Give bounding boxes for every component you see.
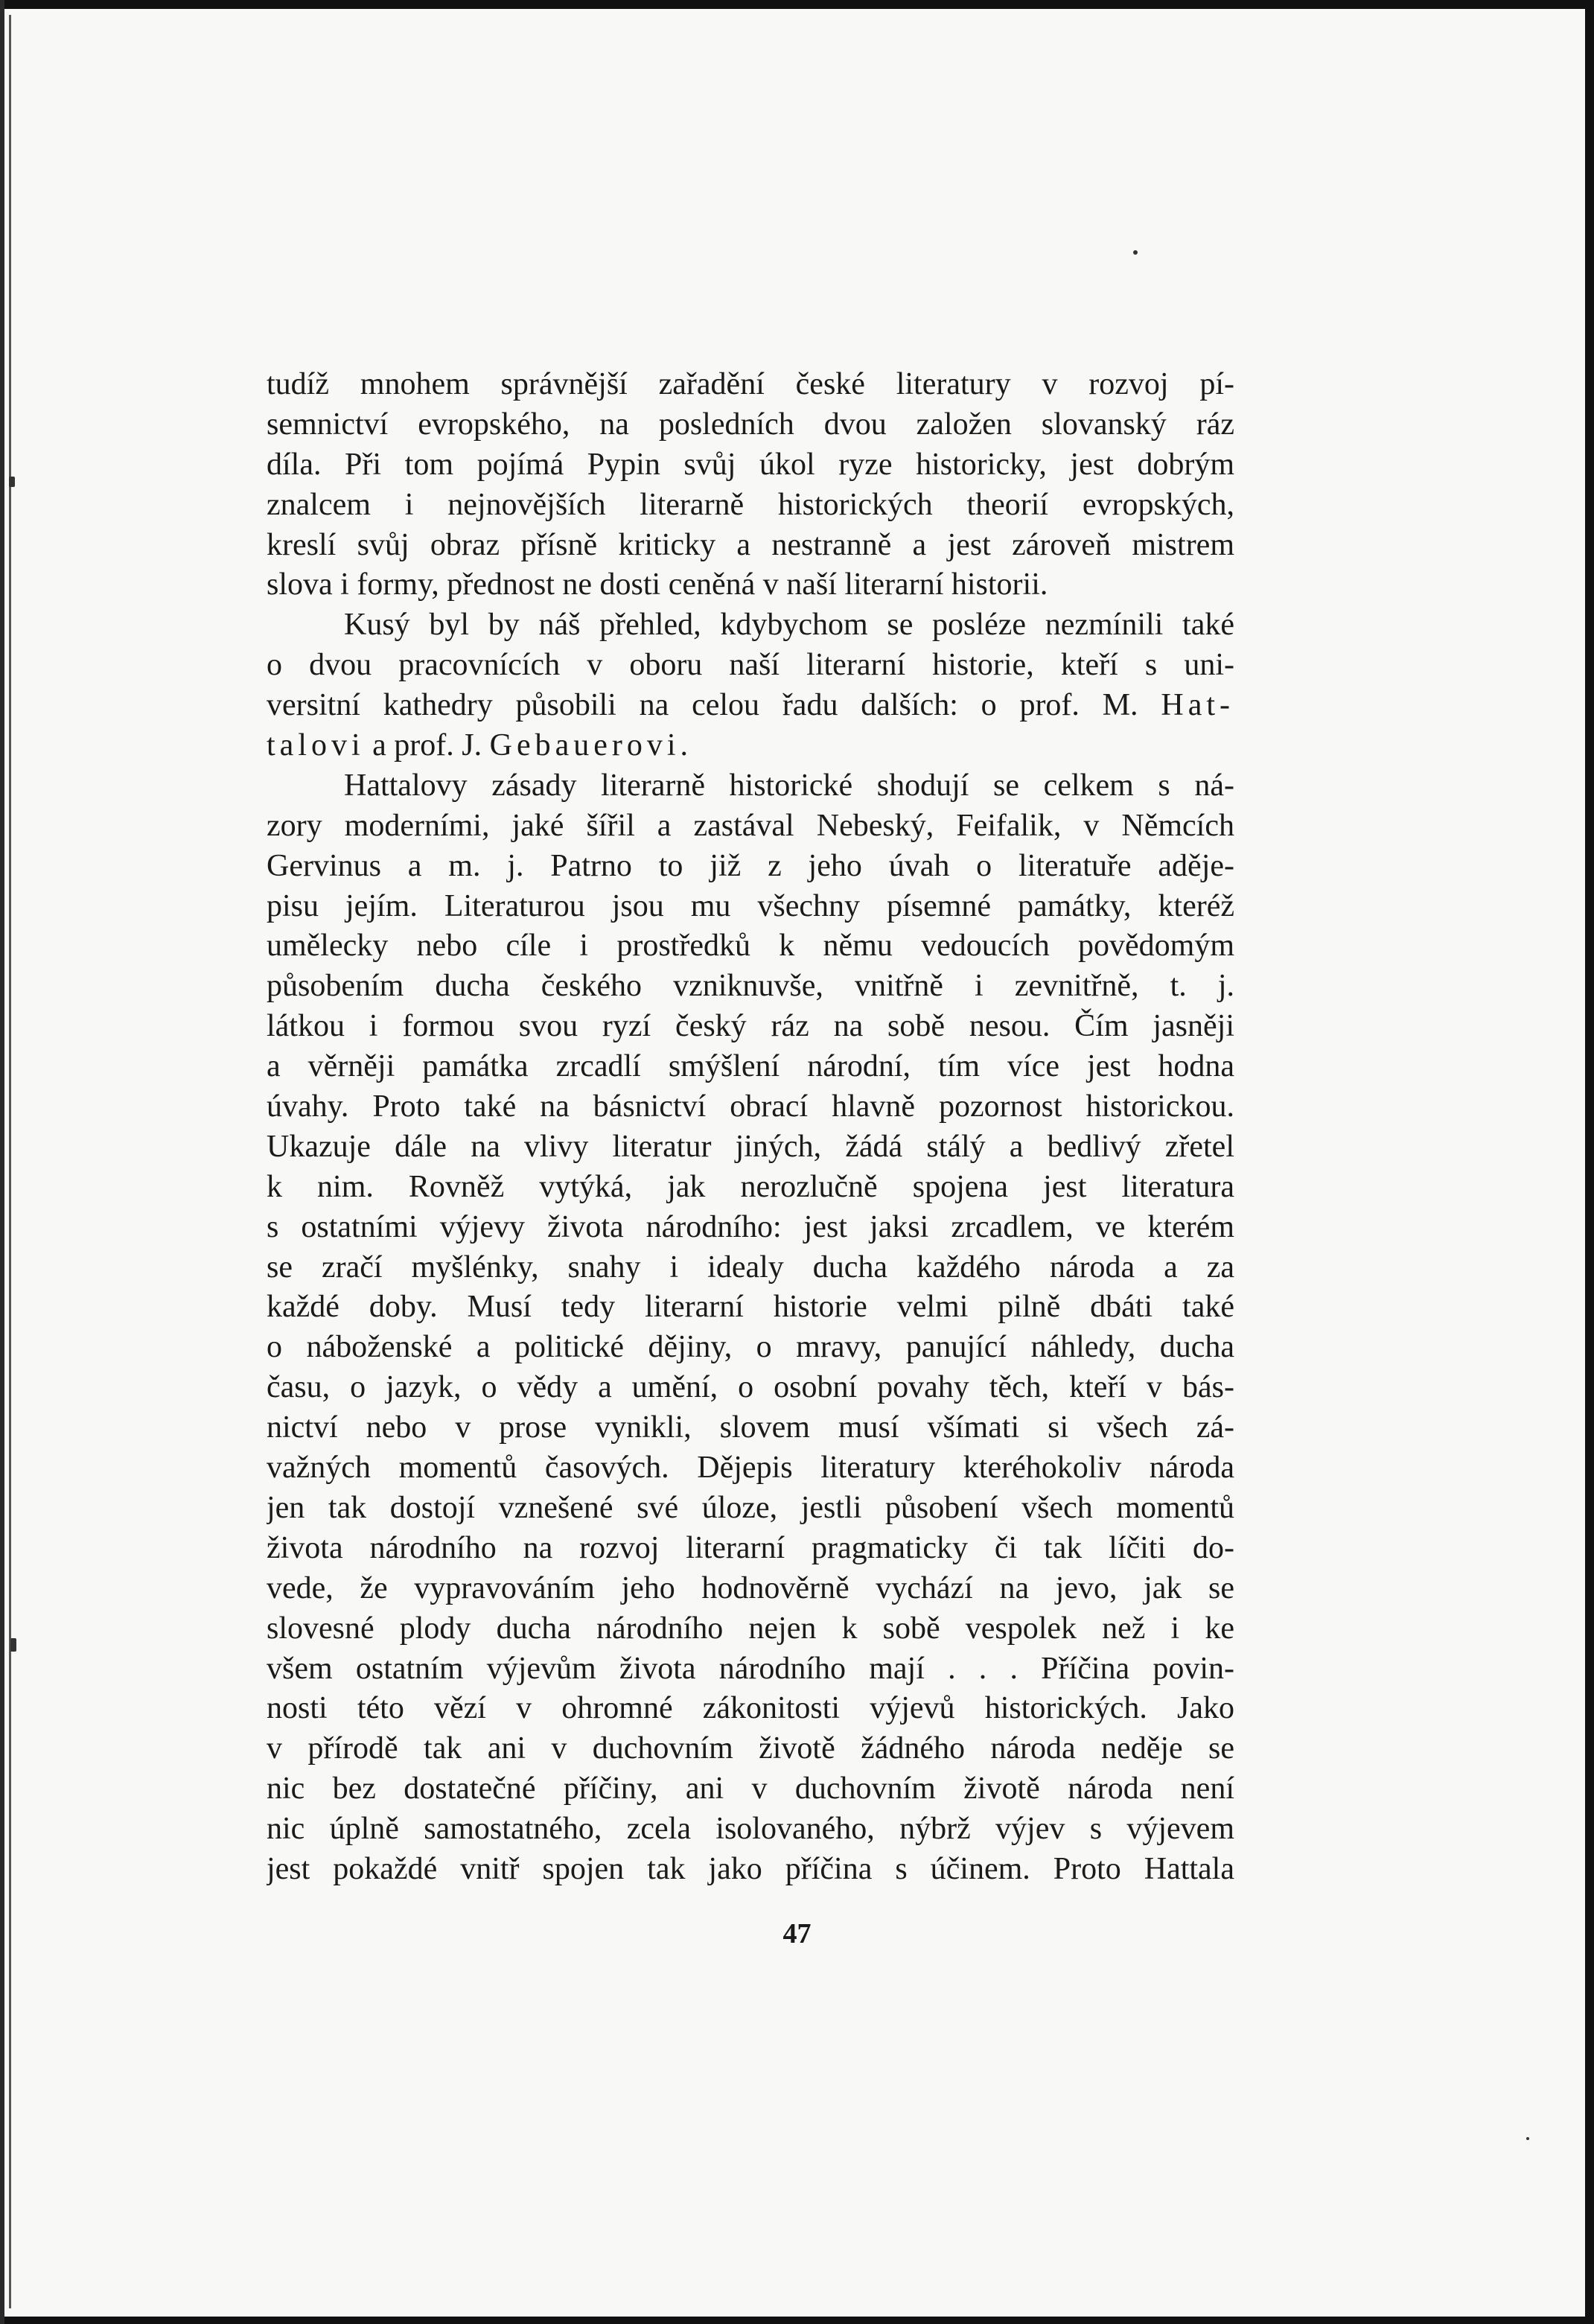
scan-border-bottom [0, 2317, 1594, 2324]
spaced-name: Hat- [1161, 688, 1234, 723]
ink-speck [10, 1638, 16, 1652]
text-line: versitní kathedry působili na celou řadu dalších: o prof. M. Hat- [267, 688, 1234, 723]
text-line: znalcem i nejnovějších literarně historických theorií evropských, [267, 487, 1234, 522]
text-line: važných momentů časových. Dějepis literatury kteréhokoliv národa [267, 1451, 1234, 1486]
text-line: díla. Při tom pojímá Pypin svůj úkol ryze historicky, jest dobrým [267, 447, 1234, 482]
scan-border-right [1585, 0, 1594, 2324]
text-line: v přírodě tak ani v duchovním životě žádného národa neděje se [267, 1731, 1234, 1766]
text-line: Ukazuje dále na vlivy literatur jiných, žádá stálý a bedlivý zřetel [267, 1129, 1234, 1164]
text-line: slovesné plody ducha národního nejen k sobě vespolek než i ke [267, 1611, 1234, 1646]
text-line: o náboženské a politické dějiny, o mravy, panující náhledy, ducha [267, 1330, 1234, 1365]
text-line: jest pokaždé vnitř spojen tak jako příčina s účinem. Proto Hattala [267, 1851, 1234, 1886]
body-text [267, 365, 1234, 1890]
text-line: o dvou pracovnících v oboru naší literarní historie, kteří s uni- [267, 648, 1234, 683]
text-line-paragraph-start: Kusý byl by náš přehled, kdybychom se posléze nezmínili také [344, 608, 1234, 643]
text-line: umělecky nebo cíle i prostředků k němu vedoucích povědomým [267, 929, 1234, 964]
text-line: nic bez dostatečné příčiny, ani v duchovním životě národa není [267, 1771, 1234, 1806]
ink-speck [1526, 2137, 1529, 2140]
text-line: s ostatními výjevy života národního: jest jaksi zrcadlem, ve kterém [267, 1209, 1234, 1244]
text-line: každé doby. Musí tedy literarní historie velmi pilně dbáti také [267, 1290, 1234, 1325]
page-number: 47 [782, 1918, 812, 1949]
text-line: a věrněji památka zrcadlí smýšlení národní, tím více jest hodna [267, 1049, 1234, 1084]
text-line: slova i formy, přednost ne dosti ceněná v naší literarní historii. [267, 567, 1048, 602]
text-line: života národního na rozvoj literarní pragmaticky či tak líčiti do- [267, 1530, 1234, 1565]
text-line: vede, že vypravováním jeho hodnověrně vychází na jevo, jak se [267, 1570, 1234, 1605]
text-line: tudíž mnohem správnější zařadění české literatury v rozvoj pí- [267, 367, 1234, 401]
text-line: k nim. Rovněž vytýká, jak nerozlučně spojena jest literatura [267, 1169, 1234, 1204]
text-line: nictví nebo v prose vynikli, slovem musí všímati si všech zá- [267, 1410, 1234, 1445]
ink-speck [9, 477, 15, 487]
text-line: látkou i formou svou ryzí český ráz na sobě nesou. Čím jasněji [267, 1009, 1234, 1044]
text-line: se zračí myšlénky, snahy i idealy ducha každého národa a za [267, 1249, 1234, 1284]
text-line: Gervinus a m. j. Patrno to již z jeho úvah o literatuře aděje- [267, 848, 1234, 883]
scan-border-top [0, 0, 1594, 9]
text-line: nic úplně samostatného, zcela isolovaného, nýbrž výjev s výjevem [267, 1812, 1234, 1847]
text-line: nosti této vězí v ohromné zákonitosti výjevů historických. Jako [267, 1691, 1234, 1726]
ink-speck [1133, 250, 1138, 255]
spaced-name: talovi [267, 728, 365, 763]
text-line: kreslí svůj obraz přísně kriticky a nestranně a jest zároveň mistrem [267, 527, 1234, 562]
text-line: zory moderními, jaké šířil a zastával Nebeský, Feifalik, v Němcích [267, 808, 1234, 843]
text-line: semnictví evropského, na posledních dvou založen slovanský ráz [267, 407, 1234, 442]
text-line: úvahy. Proto také na básnictví obrací hlavně pozornost historickou. [267, 1089, 1234, 1124]
text-line: působením ducha českého vzniknuvše, vnitřně i zevnitřně, t. j. [267, 969, 1234, 1004]
text-line: všem ostatním výjevům života národního mají . . . Příčina povin- [267, 1651, 1234, 1686]
scan-border-left [0, 0, 4, 2324]
spaced-name: Gebauerovi [489, 728, 680, 763]
text-line: času, o jazyk, o vědy a umění, o osobní povahy těch, kteří v bás- [267, 1370, 1234, 1405]
text-line: pisu jejím. Literaturou jsou mu všechny písemné památky, kteréž [267, 888, 1234, 923]
text-line-paragraph-start: Hattalovy zásady literarně historické shodují se celkem s ná- [344, 768, 1234, 803]
text-line: jen tak dostojí vznešené své úloze, jestli působení všech momentů [267, 1490, 1234, 1525]
page-gutter-line [9, 15, 11, 2308]
text-line: talovi a prof. J. Gebauerovi. [267, 728, 689, 763]
